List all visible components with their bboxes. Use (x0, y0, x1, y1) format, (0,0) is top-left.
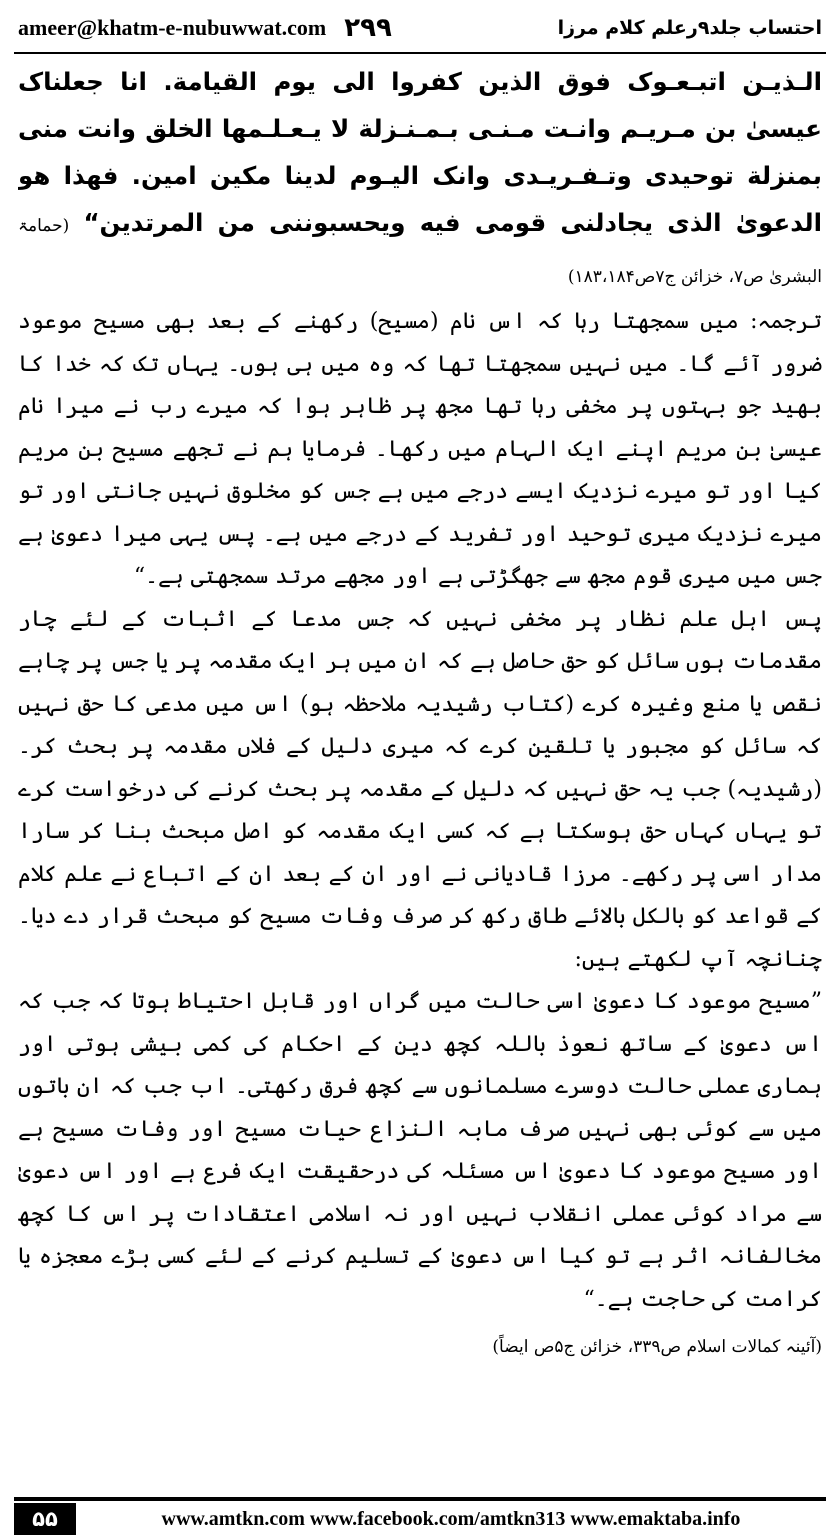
arabic-quote-reference: (حمامۃ البشریٰ ص۷، خزائن ج۷ص۱۸۳،۱۸۴) (18, 216, 822, 287)
page-header (18, 8, 822, 48)
footer-sheet-number: ۵۵ (14, 1503, 76, 1535)
arabic-quote-text: الـذيـن اتبـعـوک فوق الذين کفروا الی يوم القيامة. انا جعلناک عيسیٰ بن مـريـم وانـت مـنـی بـمـنـزلة لا يـعـلـمها الخلق وانت منی بمنزلة توحيدی وتـفـريـدی وانک اليـوم لدينا مکين امين. فهذا هو الدعویٰ الذی يجادلنی قومی فيه ويحسبوننی من المرتدين“ (18, 67, 822, 237)
header-rule (14, 52, 826, 54)
discussion-paragraph: پس اہل علم نظار پر مخفی نہیں کہ جس مدعا کے اثبات کے لئے چار مقدمات ہوں سائل کو حق حاصل ہے کہ ان میں ہر ایک مقدمہ پر یا جس پر چاہے نقص یا منع وغیرہ کرے (کتاب رشیدیہ ملاحظہ ہو) اس میں مدعی کا حق نہیں کہ سائل کو مجبور یا تلقین کرے کہ میری دلیل کے فلاں مقدمہ پر بحث کر۔ (رشیدیہ) جب یہ حق نہیں کہ دلیل کے مقدمہ پر بحث کرنے کی درخواست کرے تو یہاں کہاں حق ہوسکتا ہے کہ کسی ایک مقدمہ کو اصل مبحث بنا کر سارا مدار اسی پر رکھے۔ مرزا قادیانی نے اور ان کے بعد ان کے اتباع نے علم کلام کے قواعد کو بالکل بالائے طاق رکھ کر صرف وفات مسیح کو مبحث قرار دے دیا۔ چنانچہ آپ لکھتے ہیں: (18, 606, 822, 972)
page-content (18, 58, 822, 1448)
page-footer (14, 1503, 826, 1535)
header-left (18, 13, 392, 43)
translation-paragraph: ترجمہ: میں سمجھتا رہا کہ اس نام (مسیح) رکھنے کے بعد بھی مسیح موعود ضرور آئے گا۔ میں نہیں سمجھتا تھا کہ وہ میں ہی ہوں۔ یہاں تک کہ خدا کا بھید جو بہتوں پر مخفی رہا تھا مجھ پر ظاہر ہوا کہ میرے رب نے میرا نام عیسیٰ بن مریم اپنے ایک الہام میں رکھا۔ فرمایا ہم نے تجھے مسیح بن مریم کیا اور تو میرے نزدیک ایسے درجے میں ہے جس کو مخلوق نہیں جانتی اور تو میرے نزدیک میری توحید اور تفرید کے درجے میں ہے۔ پس یہی میرا دعویٰ ہے جس میں میری قوم مجھ سے جھگڑتی ہے اور مجھے مرتد سمجھتی ہے۔“ (18, 309, 822, 589)
header-email: ameer@khatm-e-nubuwwat.com (18, 15, 327, 40)
header-page-number: ۲۹۹ (344, 13, 392, 43)
second-quote-paragraph: ”مسیح موعود کا دعویٰ اسی حالت میں گراں اور قابل احتیاط ہوتا کہ جب کہ اس دعویٰ کے ساتھ نعوذ باللہ کچھ دین کے احکام کی کمی بیشی ہوتی اور ہماری عملی حالت دوسرے مسلمانوں سے کچھ فرق رکھتی۔ اب جب کہ ان باتوں میں سے کوئی بھی نہیں صرف مابہ النزاع حیات مسیح اور وفات مسیح ہے اور مسیح موعود کا دعویٰ اس مسئلہ کی درحقیقت ایک فرع ہے اور اس دعویٰ سے مراد کوئی عملی انقلاب نہیں اور نہ اسلامی اعتقادات پر اس کا کچھ مخالفانہ اثر ہے تو کیا اس دعویٰ کے تسلیم کرنے کے لئے کسی بڑے معجزہ یا کرامت کی حاجت ہے۔“ (18, 989, 822, 1312)
arabic-quote (18, 58, 822, 301)
header-book-title: احتساب جلد۹رعلم کلام مرزا (557, 17, 822, 39)
footer-rule (14, 1497, 826, 1501)
second-quote-reference: (آئینہ کمالات اسلام ص۳۳۹، خزائن ج۵ص ایضاً) (492, 1337, 822, 1357)
footer-urls: www.amtkn.com www.facebook.com/amtkn313 www.emaktaba.info (161, 1507, 741, 1530)
